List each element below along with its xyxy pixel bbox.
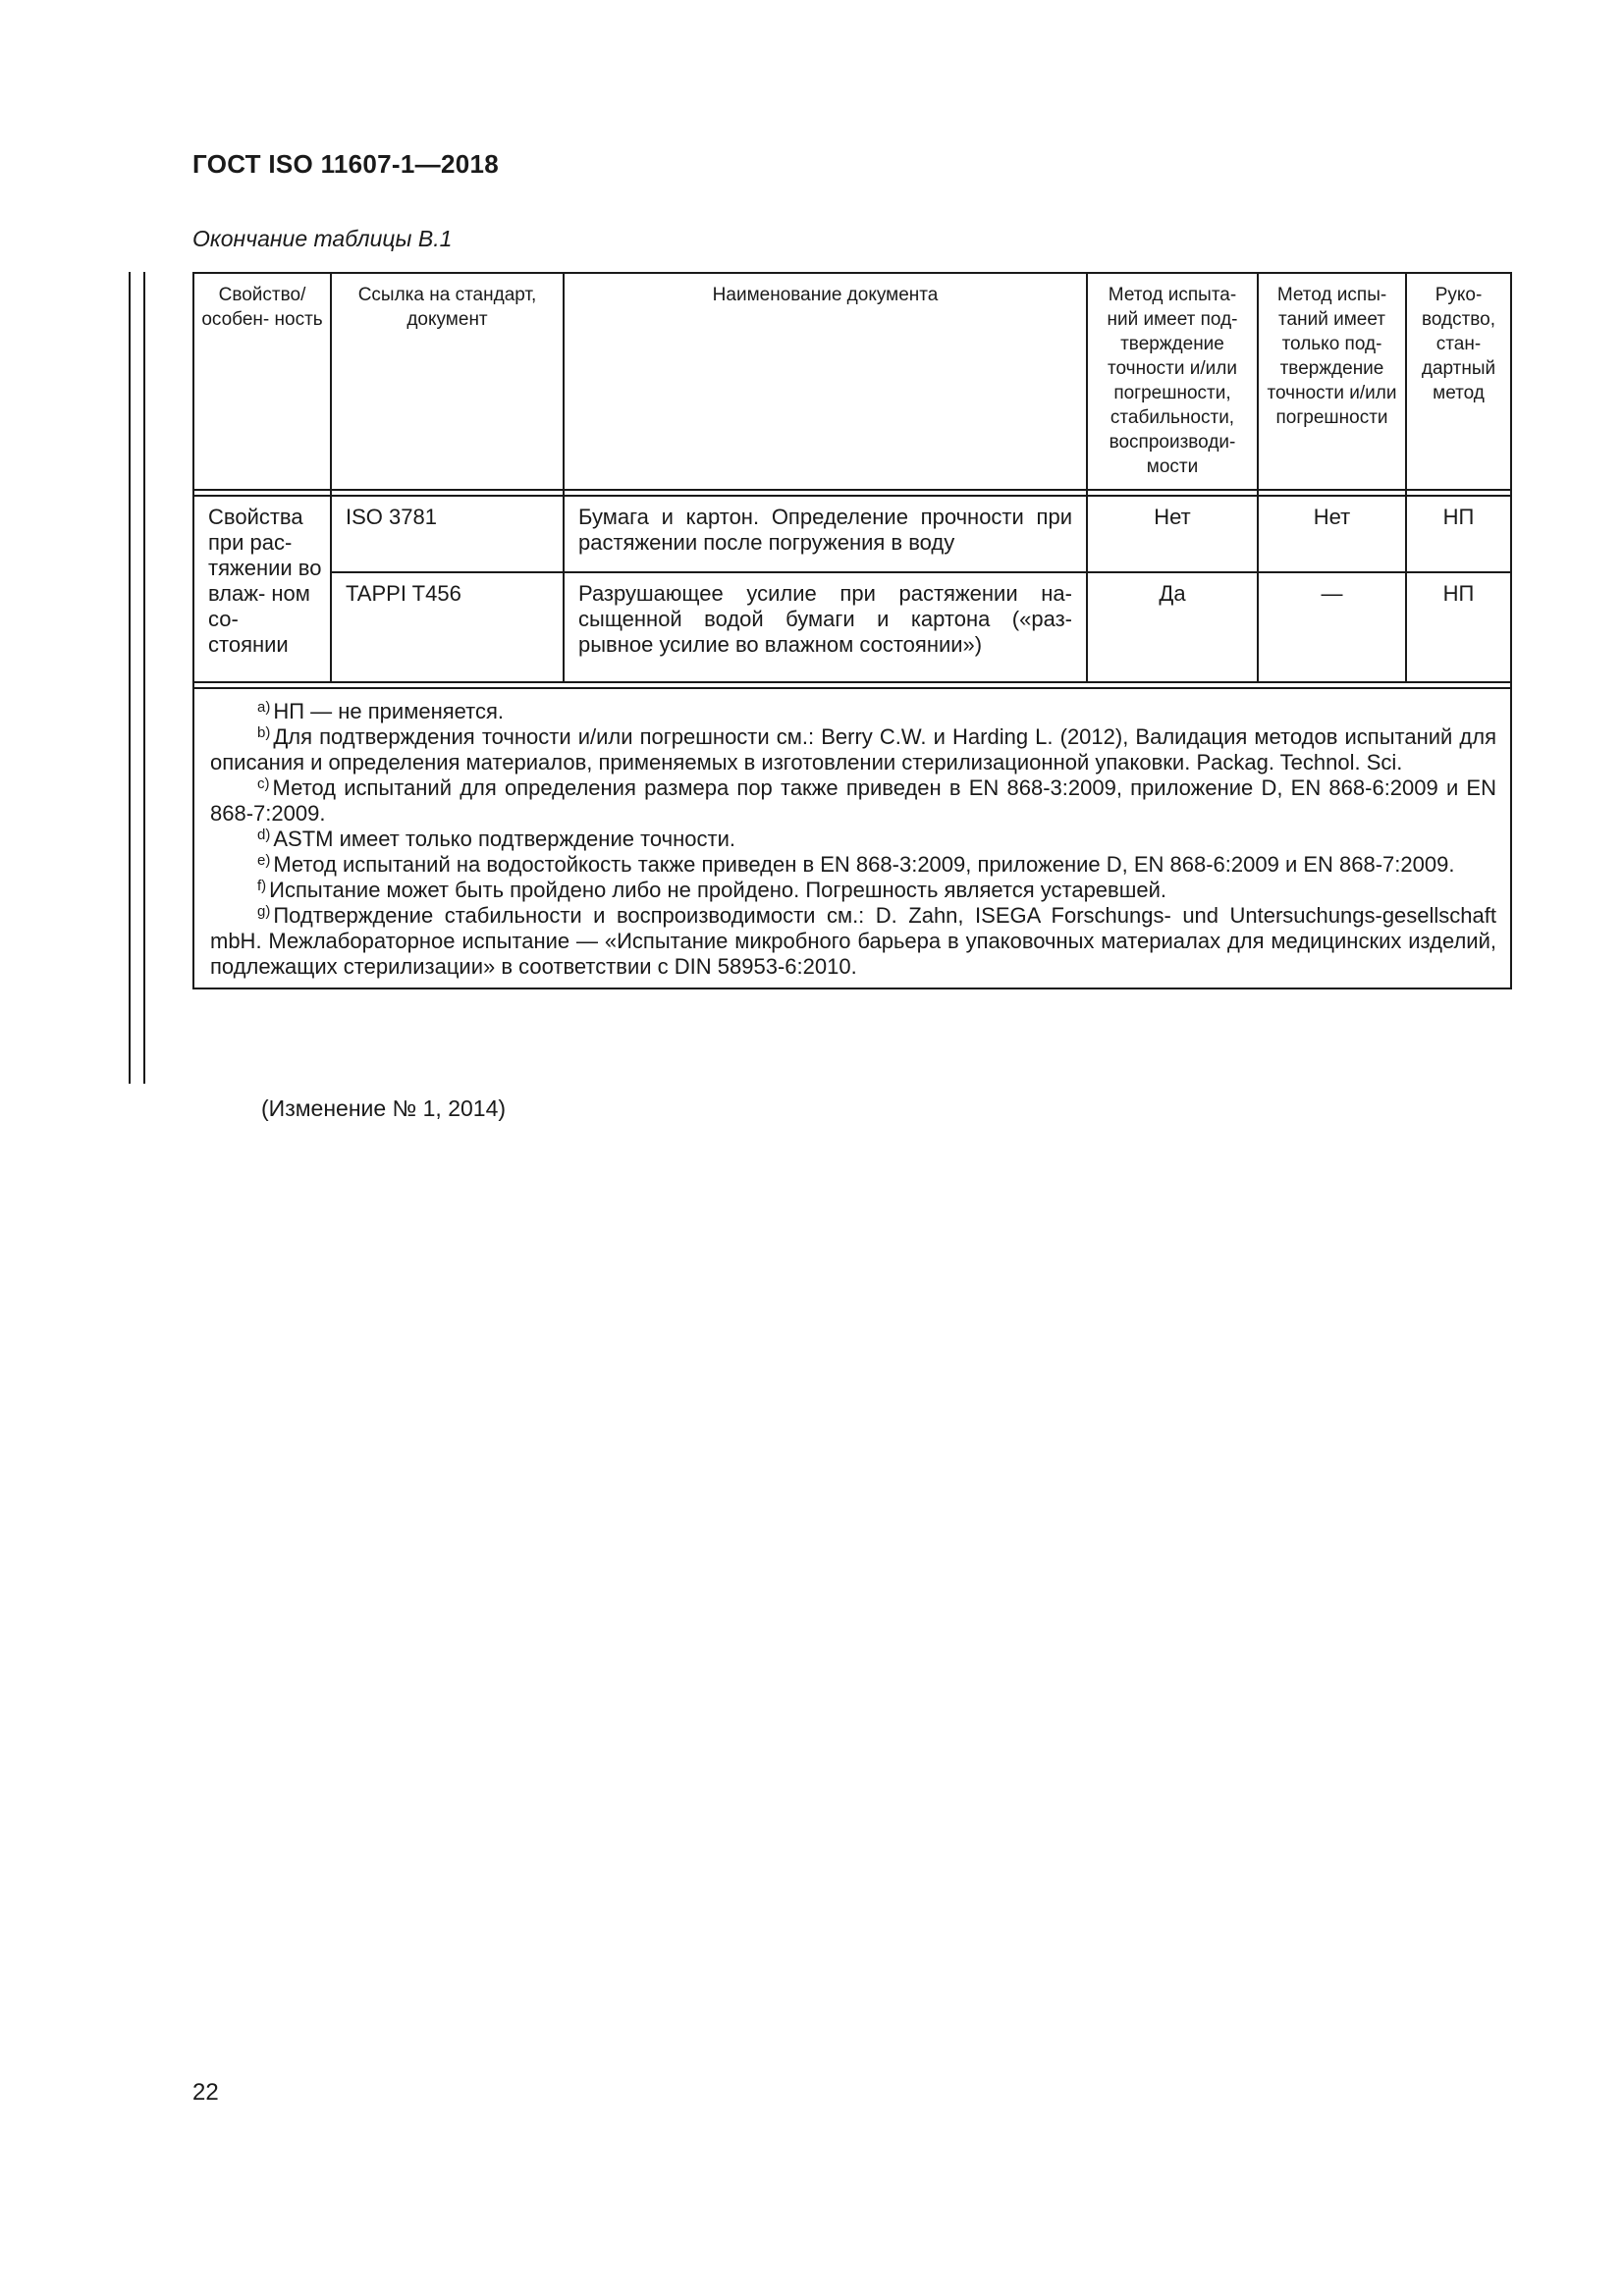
document-header: ГОСТ ISO 11607-1—2018 — [192, 149, 499, 179]
footnote-mark: с) — [257, 775, 270, 792]
footnote-text: НП — не применяется. — [273, 699, 504, 723]
footnote — [210, 827, 1496, 852]
footnote-mark: е) — [257, 852, 271, 869]
footnote — [210, 724, 1496, 775]
column-header-document-name: Наименование документа — [564, 273, 1087, 490]
column-header-full-confirmation: Метод испыта- ний имеет под- тверждение точности и/или погрешности, стабильности, воспроизводи- мости — [1087, 273, 1258, 490]
footnote-text: ASTM имеет только подтверждение точности. — [273, 827, 735, 851]
change-bar-right — [143, 272, 145, 1084]
amendment-note: (Изменение № 1, 2014) — [261, 1095, 507, 1121]
footnote-mark: g) — [257, 903, 271, 920]
page-number: 22 — [192, 2079, 219, 2106]
footnote — [210, 878, 1496, 903]
footnote — [210, 903, 1496, 980]
guide-cell: НП — [1406, 496, 1511, 572]
footnote-mark: а) — [257, 699, 271, 716]
footnote-text: Для подтверждения точности и/или погрешности см.: Berry C.W. и Harding L. (2012), Валидация методов испытаний для описания и определения материалов, применяемых в изготовлении стерилизационной упаковки. Packag. Technol. Sci. — [210, 724, 1496, 774]
footnote — [210, 699, 1496, 724]
table-header-row — [193, 273, 1511, 490]
footnotes-cell — [193, 688, 1511, 988]
precision-only-cell: — — [1258, 572, 1406, 682]
change-bar-left — [129, 272, 131, 1084]
table-row — [193, 572, 1511, 682]
table-row — [193, 496, 1511, 572]
footnote-mark: b) — [257, 724, 271, 741]
table-caption: Окончание таблицы В.1 — [192, 226, 453, 251]
footnote — [210, 775, 1496, 827]
footnote-text: Подтверждение стабильности и воспроизводимости см.: D. Zahn, ISEGA Forschungs- und Untersuchungs-gesellschaft mbH. Межлабораторное испытание — «Испытание микробного барьера в упаковочных материалах для медицинских изделий, подлежащих стерилизации» в соответствии с DIN 58953-6:2010. — [210, 903, 1496, 979]
footnotes-row — [193, 688, 1511, 988]
footnote-text: Метод испытаний для определения размера пор также приведен в EN 868-3:2009, приложение D, EN 868-6:2009 и EN 868-7:2009. — [210, 775, 1496, 826]
footnote-mark: d) — [257, 827, 271, 843]
column-header-guide: Руко- водство, стан- дартный метод — [1406, 273, 1511, 490]
full-confirmation-cell: Нет — [1087, 496, 1258, 572]
property-cell: Свойства при рас- тяжении во влаж- ном со- стоянии — [193, 496, 331, 682]
column-header-precision-only: Метод испы- таний имеет только под- тверждение точности и/или погрешности — [1258, 273, 1406, 490]
guide-cell: НП — [1406, 572, 1511, 682]
reference-cell: TAPPI T456 — [331, 572, 564, 682]
column-header-reference: Ссылка на стандарт, документ — [331, 273, 564, 490]
document-name-cell: Бумага и картон. Определение прочности при растяжении после погружения в воду — [564, 496, 1087, 572]
footnote-mark: f) — [257, 878, 267, 894]
standards-table — [192, 272, 1510, 989]
column-header-property: Свойство/ особен- ность — [193, 273, 331, 490]
reference-cell: ISO 3781 — [331, 496, 564, 572]
document-name-cell: Разрушающее усилие при растяжении на- сыщенной водой бумаги и картона («раз- рывное усилие во влажном состоянии») — [564, 572, 1087, 682]
footnote — [210, 852, 1496, 878]
footnote-text: Метод испытаний на водостойкость также приведен в EN 868-3:2009, приложение D, EN 868-6:2009 и EN 868-7:2009. — [273, 852, 1455, 877]
footnote-text: Испытание может быть пройдено либо не пройдено. Погрешность является устаревшей. — [269, 878, 1167, 902]
full-confirmation-cell: Да — [1087, 572, 1258, 682]
precision-only-cell: Нет — [1258, 496, 1406, 572]
